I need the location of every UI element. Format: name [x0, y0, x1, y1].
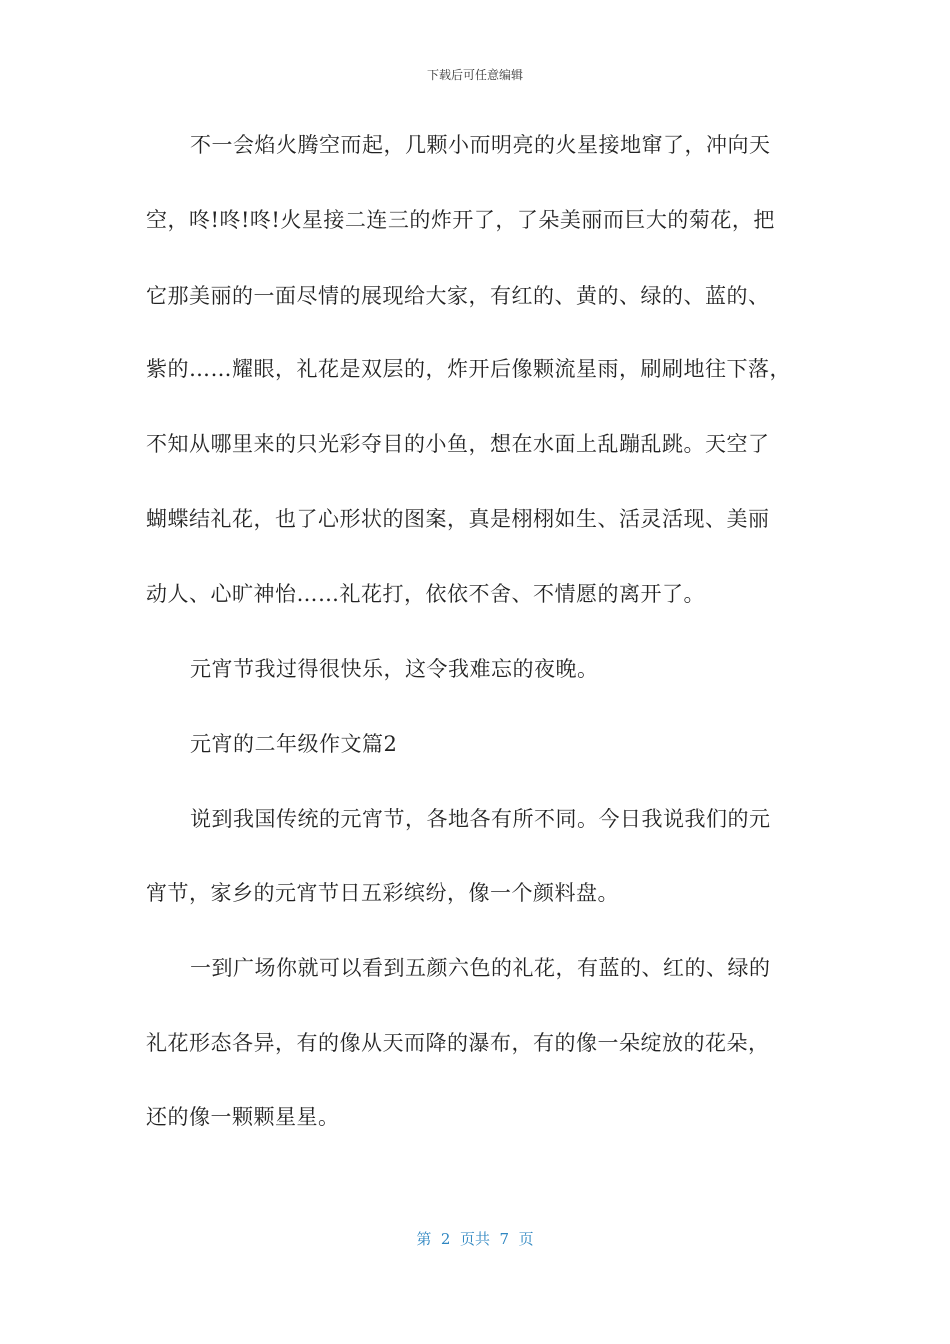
paragraph-line: 元宵节我过得很快乐，这令我难忘的夜晚。 — [190, 657, 599, 681]
paragraph-line: 宵节，家乡的元宵节日五彩缤纷，像一个颜料盘。 — [146, 881, 619, 905]
paragraph-line: 空，咚!咚!咚!火星接二连三的炸开了，了朵美丽而巨大的菊花，把 — [146, 208, 775, 232]
paragraph-line: 蝴蝶结礼花，也了心形状的图案，真是栩栩如生、活灵活现、美丽 — [146, 507, 770, 531]
paragraph-line: 动人、心旷神怡……礼花打，依依不舍、不情愿的离开了。 — [146, 582, 705, 606]
paragraph-line: 还的像一颗颗星星。 — [146, 1105, 340, 1129]
paragraph-line: 不知从哪里来的只光彩夺目的小鱼，想在水面上乱蹦乱跳。天空了 — [146, 432, 770, 456]
paragraph-line: 不一会焰火腾空而起，几颗小而明亮的火星接地窜了，冲向天 — [190, 133, 771, 157]
section-title: 元宵的二年级作文篇2 — [190, 732, 398, 756]
paragraph-line: 它那美丽的一面尽情的展现给大家，有红的、黄的、绿的、蓝的、 — [146, 284, 770, 308]
paragraph-line: 一到广场你就可以看到五颜六色的礼花，有蓝的、红的、绿的 — [190, 956, 771, 980]
paragraph-line: 紫的……耀眼，礼花是双层的，炸开后像颗流星雨，刷刷地往下落， — [146, 357, 791, 381]
paragraph-line: 礼花形态各异，有的像从天而降的瀑布，有的像一朵绽放的花朵， — [146, 1031, 770, 1055]
paragraph-line: 说到我国传统的元宵节，各地各有所不同。今日我说我们的元 — [190, 807, 771, 831]
page-header: 下载后可任意编辑 — [426, 68, 523, 82]
page-number-footer: 第 2 页共 7 页 — [416, 1230, 534, 1248]
